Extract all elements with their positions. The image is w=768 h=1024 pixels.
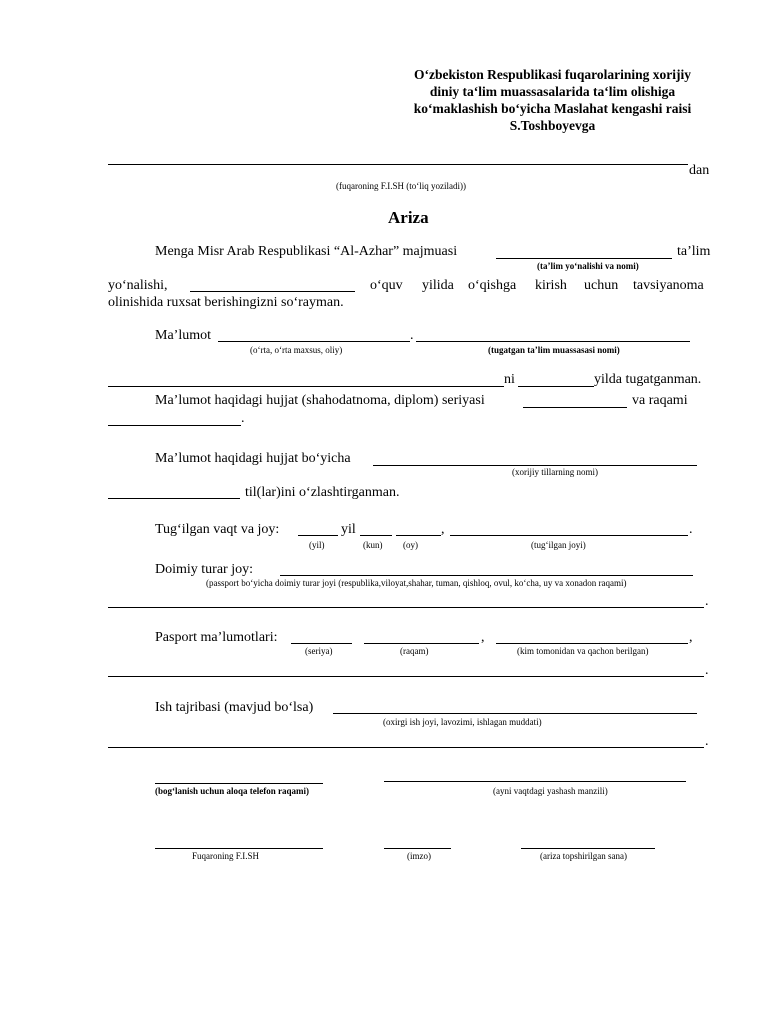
passport-number-field[interactable] bbox=[364, 643, 479, 644]
passport-series-field[interactable] bbox=[291, 643, 352, 644]
applicant-name-field[interactable] bbox=[108, 164, 688, 165]
passport-series-hint: (seriya) bbox=[305, 646, 333, 656]
diploma-label: Ma’lumot haqidagi hujjat (shahodatnoma, diplom) seriyasi bbox=[155, 393, 485, 408]
education-level-field[interactable] bbox=[218, 341, 410, 342]
request-word-7: tavsiyanoma bbox=[633, 278, 704, 293]
birth-yil-text: yil bbox=[341, 522, 356, 537]
date-field[interactable] bbox=[521, 848, 655, 849]
residence-dot: . bbox=[705, 594, 709, 609]
signature-hint: (imzo) bbox=[407, 851, 431, 861]
addressee-line-1: O‘zbekiston Respublikasi fuqarolarining xorijiy bbox=[414, 67, 691, 82]
work-hint: (oxirgi ish joyi, lavozimi, ishlagan muddati) bbox=[383, 717, 542, 727]
education-dot: . bbox=[410, 328, 414, 343]
addressee-line-3: ko‘maklashish bo‘yicha Maslahat kengashi raisi bbox=[413, 101, 692, 116]
birth-year-field[interactable] bbox=[298, 535, 338, 536]
birth-place-hint: (tug‘ilgan joyi) bbox=[531, 540, 586, 550]
passport-comma-1: , bbox=[481, 630, 485, 645]
request-line-2: olinishida ruxsat berishingizni so‘rayman. bbox=[108, 295, 344, 310]
work-label: Ish tajribasi (mavjud bo‘lsa) bbox=[155, 700, 314, 715]
phone-hint: (bog‘lanish uchun aloqa telefon raqami) bbox=[155, 786, 310, 796]
passport-dot: . bbox=[705, 663, 709, 678]
birth-year-hint: (yil) bbox=[309, 540, 325, 550]
birth-comma: , bbox=[441, 522, 445, 537]
work-field[interactable] bbox=[333, 713, 697, 714]
passport-label: Pasport ma’lumotlari: bbox=[155, 630, 278, 645]
birth-month-field[interactable] bbox=[396, 535, 441, 536]
passport-number-hint: (raqam) bbox=[400, 646, 429, 656]
from-suffix: dan bbox=[689, 163, 710, 178]
residence-continued-field[interactable] bbox=[108, 607, 704, 608]
request-word-4: o‘qishga bbox=[468, 278, 517, 293]
birth-place-field[interactable] bbox=[450, 535, 688, 536]
birth-month-hint: (oy) bbox=[403, 540, 418, 550]
diploma-series-field[interactable] bbox=[523, 407, 627, 408]
current-address-field[interactable] bbox=[384, 781, 686, 782]
request-suffix: ta’lim bbox=[677, 244, 711, 259]
diploma-number-label: va raqami bbox=[632, 393, 688, 408]
birth-day-field[interactable] bbox=[360, 535, 392, 536]
document-title: Ariza bbox=[388, 208, 429, 227]
passport-comma-2: , bbox=[689, 630, 693, 645]
residence-field[interactable] bbox=[280, 575, 693, 576]
graduation-year-field[interactable] bbox=[518, 386, 594, 387]
institution-name-field[interactable] bbox=[416, 341, 690, 342]
languages-continued-field[interactable] bbox=[108, 498, 240, 499]
education-label: Ma’lumot bbox=[155, 328, 211, 343]
request-word-6: uchun bbox=[584, 278, 619, 293]
addressee-line-2: diniy ta‘lim muassasalarida ta‘lim olishiga bbox=[429, 84, 676, 99]
study-direction-field[interactable] bbox=[496, 258, 672, 259]
addressee-line-4: S.Toshboyevga bbox=[509, 118, 596, 133]
residence-label: Doimiy turar joy: bbox=[155, 562, 253, 577]
institution-name-hint: (tugatgan ta’lim muassasasi nomi) bbox=[488, 345, 620, 355]
work-dot: . bbox=[705, 734, 709, 749]
date-hint: (ariza topshirilgan sana) bbox=[540, 851, 627, 861]
addressee-block bbox=[380, 66, 725, 134]
languages-suffix: til(lar)ini o‘zlashtirganman. bbox=[245, 485, 400, 500]
languages-hint: (xorijiy tillarning nomi) bbox=[512, 467, 598, 477]
request-word-2: o‘quv bbox=[370, 278, 403, 293]
passport-issued-hint: (kim tomonidan va qachon berilgan) bbox=[517, 646, 649, 656]
applicant-fullname-hint: Fuqaroning F.I.SH bbox=[192, 851, 260, 861]
request-text: Menga Misr Arab Respublikasi “Al-Azhar” majmuasi bbox=[155, 244, 458, 259]
current-address-hint: (ayni vaqtdagi yashash manzili) bbox=[493, 786, 608, 796]
study-direction-hint: (ta’lim yo‘nalishi va nomi) bbox=[537, 261, 639, 271]
passport-issued-field[interactable] bbox=[496, 643, 688, 644]
graduation-text: yilda tugatganman. bbox=[594, 372, 702, 387]
request-word-3: yilida bbox=[422, 278, 454, 293]
request-word-5: kirish bbox=[535, 278, 567, 293]
education-level-hint: (o‘rta, o‘rta maxsus, oliy) bbox=[250, 345, 343, 355]
birth-dot: . bbox=[689, 522, 693, 537]
residence-hint: (passport bo‘yicha doimiy turar joyi (respublika,viloyat,shahar, tuman, qishloq, ovul, ko‘cha, uy va xonadon raqami) bbox=[206, 578, 627, 588]
languages-label: Ma’lumot haqidagi hujjat bo‘yicha bbox=[155, 451, 351, 466]
graduation-ni: ni bbox=[504, 372, 515, 387]
work-continued-field[interactable] bbox=[108, 747, 704, 748]
diploma-number-field[interactable] bbox=[108, 425, 241, 426]
birth-day-hint: (kun) bbox=[363, 540, 383, 550]
institution-continued-field[interactable] bbox=[108, 386, 504, 387]
signature-field[interactable] bbox=[384, 848, 451, 849]
from-hint: (fuqaroning F.I.SH (to‘liq yoziladi)) bbox=[336, 181, 467, 191]
passport-continued-field[interactable] bbox=[108, 676, 704, 677]
request-word-1: yo‘nalishi, bbox=[108, 278, 168, 293]
birth-label: Tug‘ilgan vaqt va joy: bbox=[155, 522, 280, 537]
diploma-dot: . bbox=[241, 411, 245, 426]
phone-field[interactable] bbox=[155, 783, 323, 784]
academic-year-field[interactable] bbox=[190, 291, 355, 292]
languages-field[interactable] bbox=[373, 465, 697, 466]
applicant-fullname-field[interactable] bbox=[155, 848, 323, 849]
